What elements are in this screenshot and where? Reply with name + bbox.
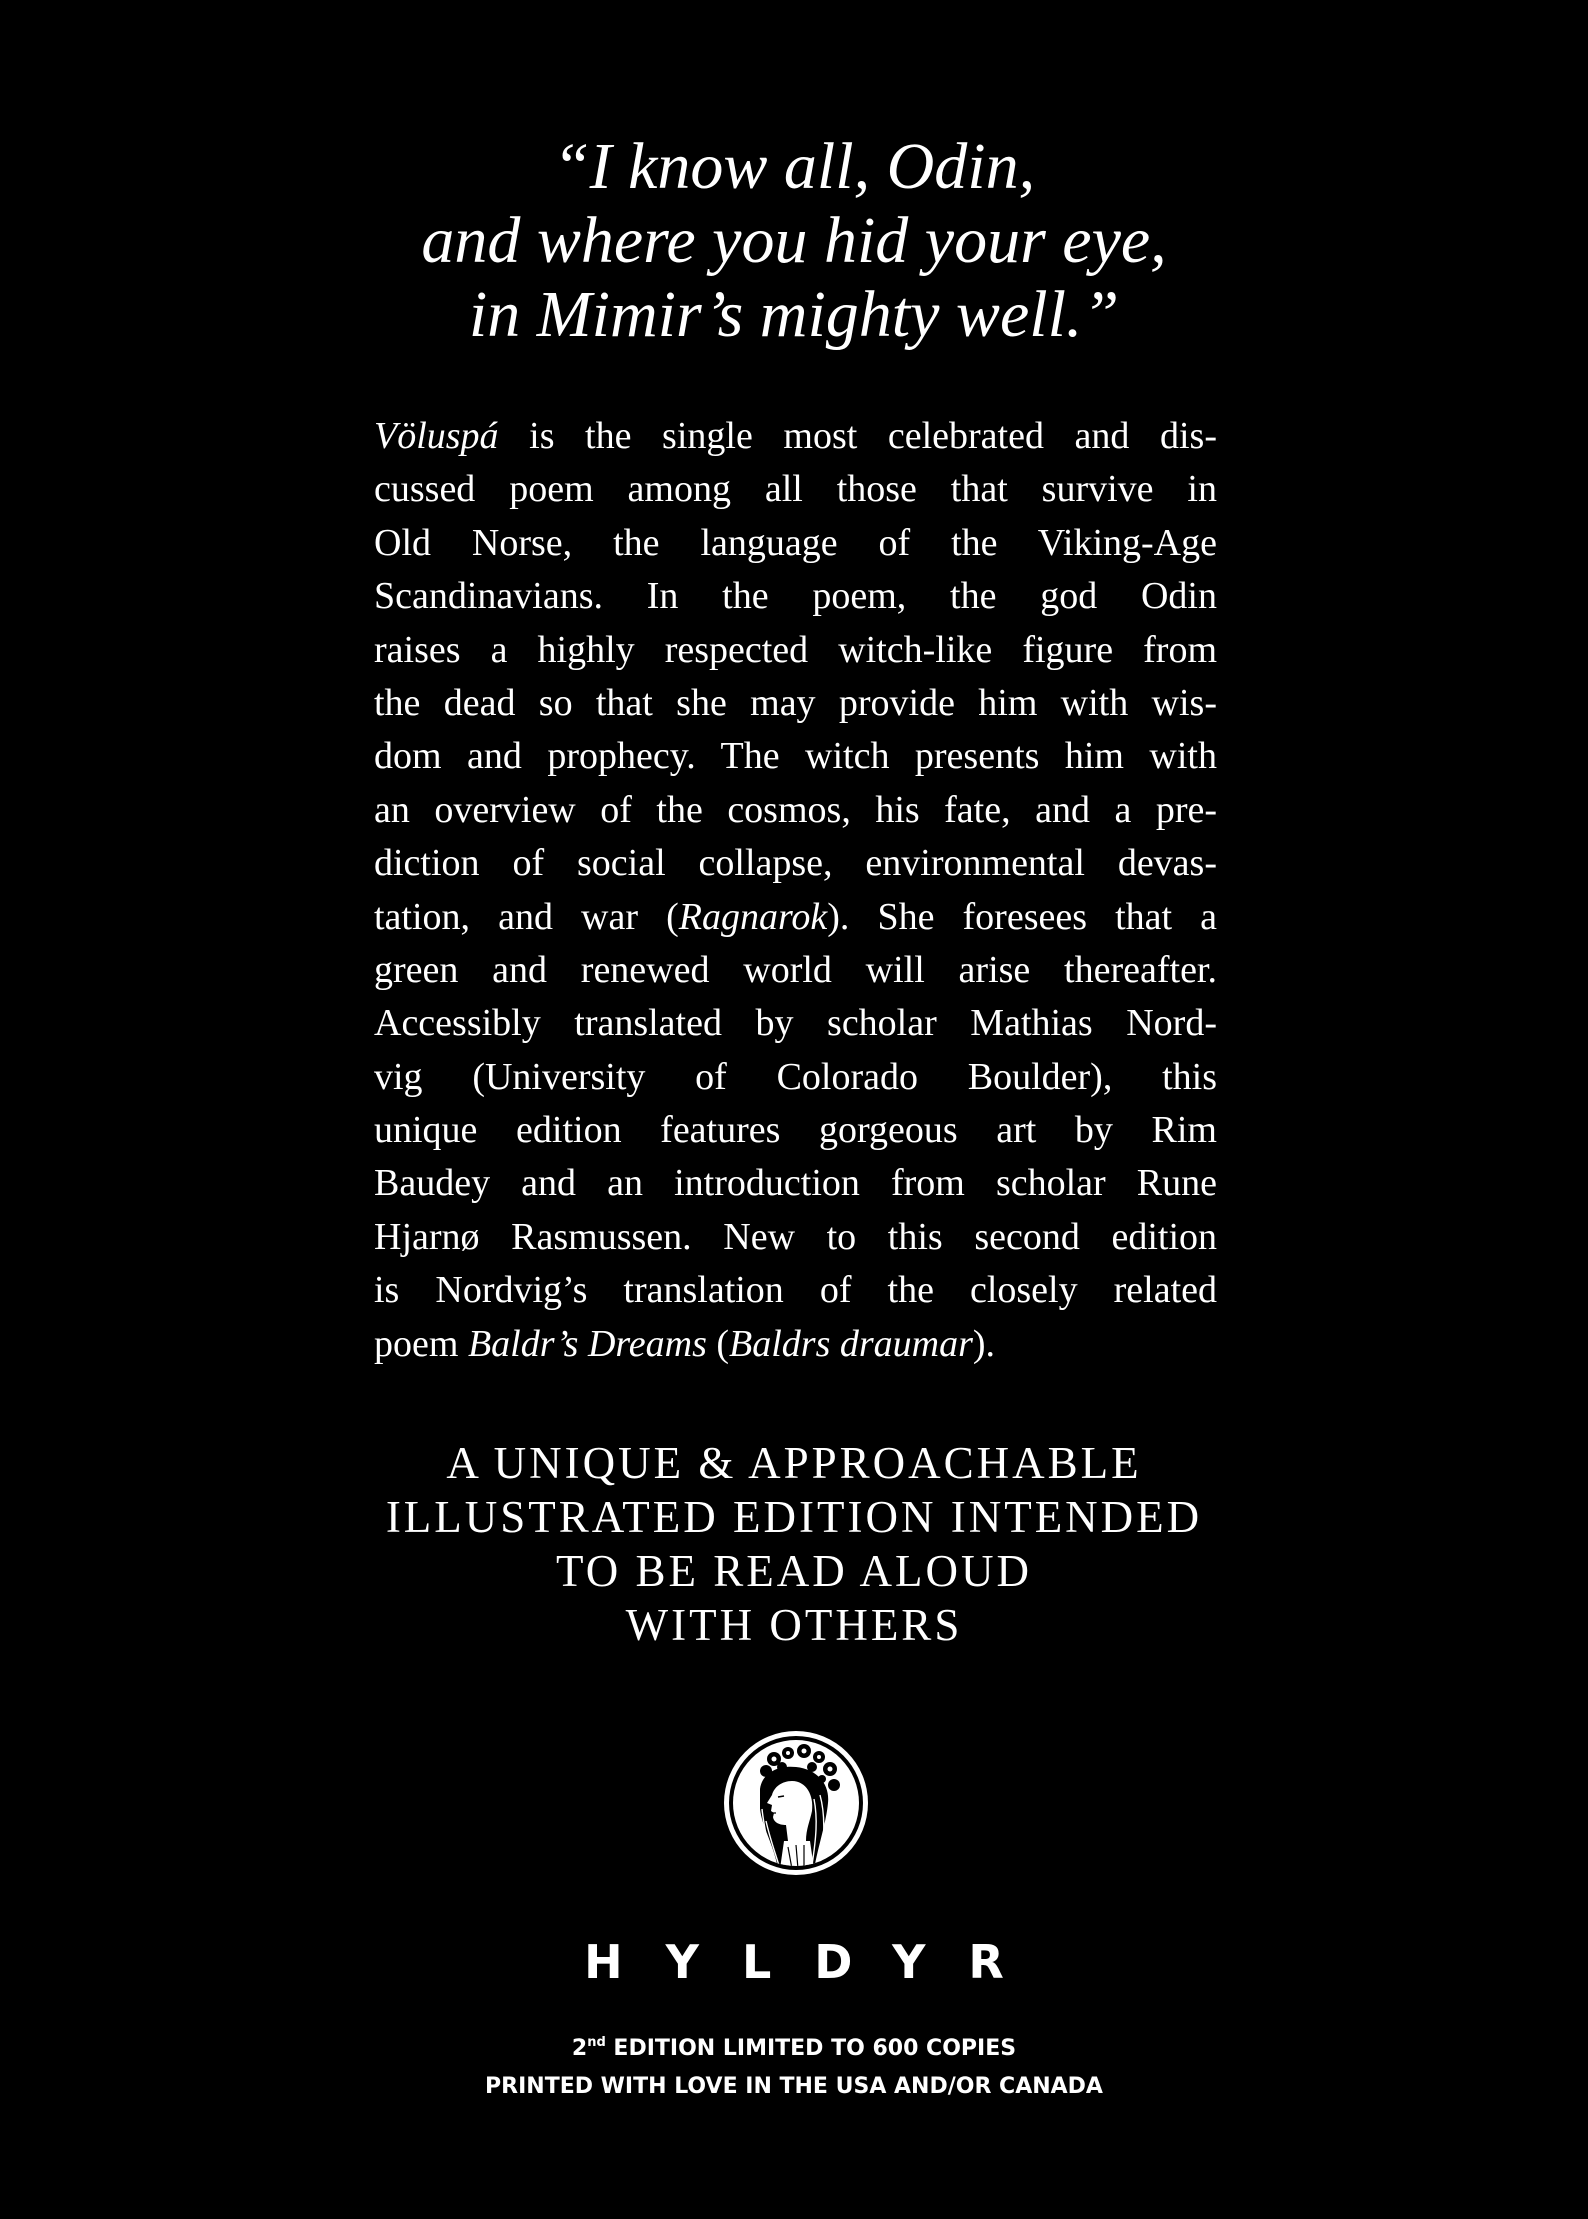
description-text: dom and prophecy. The witch presents him with	[374, 735, 1217, 778]
description-line	[374, 1211, 1217, 1264]
description-line	[374, 570, 1217, 623]
tagline	[194, 1436, 1394, 1652]
description-line	[374, 1264, 1217, 1317]
description-text: Accessibly translated by scholar Mathias Nord-	[374, 1002, 1217, 1045]
hyldyr-seal-icon	[722, 1729, 870, 1877]
tagline-line: A UNIQUE & APPROACHABLE	[446, 1438, 1142, 1488]
seal-graphic	[722, 1729, 870, 1877]
description-text: Scandinavians. In the poem, the god Odin	[374, 575, 1217, 618]
edition-notes	[194, 2030, 1394, 2106]
description-line	[374, 997, 1217, 1050]
description-text: Hjarnø Rasmussen. New to this second edition	[374, 1215, 1217, 1258]
description-line	[374, 410, 1217, 463]
description-text: the dead so that she may provide him with wis-	[374, 681, 1217, 724]
edition-line	[194, 2030, 1394, 2068]
edition-number: 2	[571, 2036, 588, 2061]
description-text: ).	[972, 1322, 996, 1365]
pull-quote	[194, 130, 1394, 352]
description-line	[374, 730, 1217, 783]
description-text: unique edition features gorgeous art by Rim	[374, 1109, 1217, 1152]
description-text: raises a highly respected witch-like figure from	[374, 628, 1217, 671]
edition-ordinal: nd	[587, 2035, 606, 2050]
description-line	[374, 784, 1217, 837]
description-line	[374, 891, 1217, 944]
description-line	[374, 1104, 1217, 1157]
description-line	[374, 1157, 1217, 1210]
quote-line: in Mimir’s mighty well.”	[468, 278, 1120, 351]
edition-limit: EDITION LIMITED TO 600 COPIES	[605, 2036, 1017, 2061]
italic-title: Baldr’s Dreams	[467, 1322, 707, 1365]
printing-line: PRINTED WITH LOVE IN THE USA AND/OR CANADA	[485, 2074, 1103, 2099]
description-line	[374, 517, 1217, 570]
description-text: Baudey and an introduction from scholar Rune	[374, 1162, 1217, 1205]
tagline-line: TO BE READ ALOUD	[556, 1546, 1032, 1596]
italic-title: Völuspá	[374, 415, 499, 457]
italic-title: Ragnarok	[678, 895, 828, 938]
book-description	[374, 410, 1217, 1371]
description-text: Old Norse, the language of the Viking-Age	[374, 521, 1217, 564]
publisher-wordmark: HYLDYR	[584, 1935, 1047, 1989]
description-text: (	[706, 1322, 730, 1365]
tagline-line: ILLUSTRATED EDITION INTENDED	[385, 1492, 1203, 1542]
description-text: tation, and war (	[374, 895, 679, 938]
italic-title: Baldrs draumar	[729, 1322, 973, 1365]
description-line	[374, 677, 1217, 730]
description-text: diction of social collapse, environmental devas-	[374, 842, 1217, 885]
description-text: is the single most celebrated and dis-	[498, 415, 1217, 457]
description-line	[374, 1318, 1217, 1371]
description-line	[374, 837, 1217, 890]
description-text: an overview of the cosmos, his fate, and a pre-	[374, 788, 1217, 831]
quote-line: “I know all, Odin,	[552, 130, 1036, 203]
description-text: vig (University of Colorado Boulder), this	[374, 1055, 1217, 1098]
description-line	[374, 944, 1217, 997]
description-text: green and renewed world will arise thereafter.	[374, 948, 1217, 991]
description-line	[374, 624, 1217, 677]
description-line	[374, 463, 1217, 516]
description-text: is Nordvig’s translation of the closely related	[374, 1269, 1217, 1312]
description-text: ). She foresees that a	[827, 895, 1217, 938]
quote-line: and where you hid your eye,	[421, 204, 1167, 277]
description-text: poem	[374, 1322, 468, 1365]
description-text: cussed poem among all those that survive in	[374, 468, 1217, 511]
description-line	[374, 1051, 1217, 1104]
tagline-line: WITH OTHERS	[625, 1600, 963, 1650]
